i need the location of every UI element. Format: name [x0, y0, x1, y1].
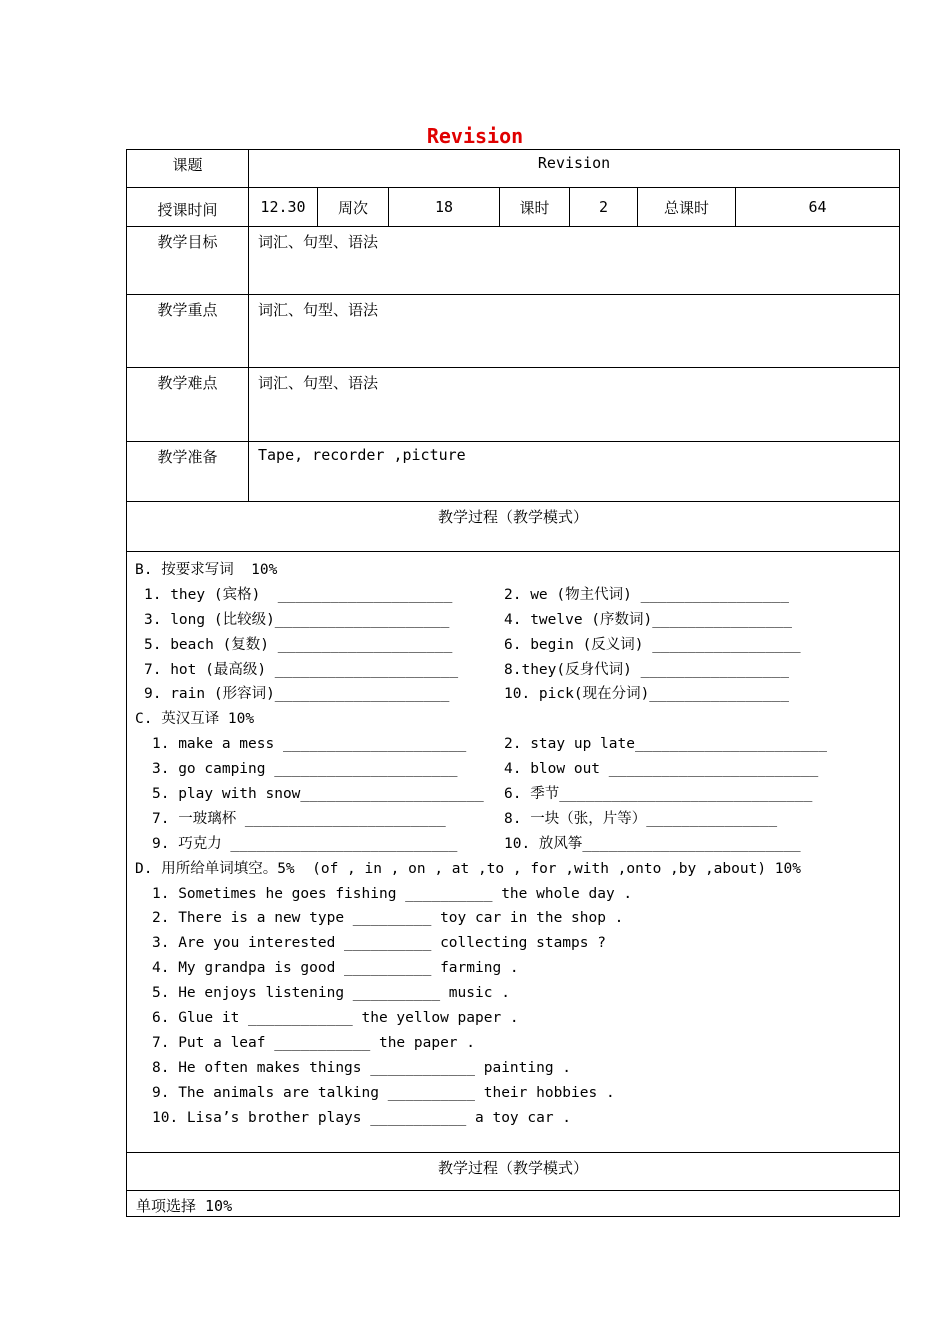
exercise-item: 3. go camping _____________________ — [152, 761, 458, 778]
exercise-item-row — [135, 682, 899, 707]
schedule-row — [127, 188, 900, 227]
exercise-item: 3. long (比较级)____________________ — [144, 611, 450, 628]
topic-row — [127, 150, 900, 188]
section-d-heading: D. 用所给单词填空。5% (of , in , on , at ,to , for ,with ,onto ,by ,about) 10% — [135, 860, 801, 877]
exercise-item: 2. stay up late______________________ — [504, 736, 828, 753]
exercise-item-row — [135, 782, 899, 807]
goal-row — [127, 227, 900, 295]
exercise-item: 6. begin (反义词) _________________ — [504, 636, 801, 653]
exercise-item: 8. 一块（张，片等）_______________ — [504, 810, 778, 827]
process-header-2: 教学过程（教学模式） — [127, 1153, 900, 1191]
process-header-row-2 — [127, 1153, 900, 1191]
exercise-item: 8.they(反身代词) _________________ — [504, 661, 789, 678]
period-label: 课时 — [500, 188, 570, 227]
total-label: 总课时 — [638, 188, 736, 227]
exercise-row — [127, 552, 900, 1153]
exercise-item: 9. The animals are talking __________ their hobbies . — [152, 1084, 615, 1101]
topic-label: 课题 — [127, 150, 249, 188]
exercise-item: 4. My grandpa is good __________ farming . — [152, 960, 519, 977]
focus-value: 词汇、句型、语法 — [249, 295, 900, 368]
exercise-item: 1. make a mess _____________________ — [152, 736, 467, 753]
difficulty-value: 词汇、句型、语法 — [249, 368, 900, 442]
exercise-item: 2. we (物主代词) _________________ — [504, 586, 789, 603]
exercise-item: 4. blow out ________________________ — [504, 761, 819, 778]
exercise-item: 5. play with snow_____________________ — [152, 786, 484, 803]
exercise-item: 2. There is a new type _________ toy car in the shop . — [152, 910, 624, 927]
exercise-item-row — [135, 608, 899, 633]
exercise-item: 9. rain (形容词)____________________ — [144, 686, 450, 703]
difficulty-label: 教学难点 — [127, 368, 249, 442]
process-header-row — [127, 502, 900, 552]
exercise-item: 9. 巧克力 __________________________ — [152, 835, 458, 852]
time-label: 授课时间 — [127, 188, 249, 227]
exercise-item: 10. 放风筝_________________________ — [504, 835, 801, 852]
prep-label: 教学准备 — [127, 442, 249, 502]
exercise-content — [127, 552, 900, 1153]
week-value: 18 — [389, 188, 500, 227]
exercise-item-row — [135, 832, 899, 857]
exercise-item-row — [135, 807, 899, 832]
exercise-item: 8. He often makes things ____________ painting . — [152, 1059, 572, 1076]
difficulty-row — [127, 368, 900, 442]
process-header: 教学过程（教学模式） — [127, 502, 900, 552]
time-value: 12.30 — [249, 188, 318, 227]
exercise-item: 5. He enjoys listening __________ music . — [152, 985, 510, 1002]
total-value: 64 — [736, 188, 900, 227]
exercise-item: 6. Glue it ____________ the yellow paper . — [152, 1010, 519, 1027]
exercise-item-row — [135, 583, 899, 608]
topic-value: Revision — [249, 150, 900, 188]
section-b-heading: B. 按要求写词 10% — [135, 562, 278, 578]
exercise-item: 4. twelve (序数词)________________ — [504, 611, 792, 628]
week-label: 周次 — [318, 188, 389, 227]
exercise-item: 3. Are you interested __________ collecting stamps ? — [152, 935, 606, 952]
exercise-item: 7. hot (最高级) _____________________ — [144, 661, 459, 678]
single-choice-heading: 单项选择 10% — [127, 1191, 900, 1217]
exercise-item: 1. Sometimes he goes fishing __________ the whole day . — [152, 885, 633, 902]
document-title: Revision — [426, 124, 524, 148]
prep-value: Tape, recorder ,picture — [249, 442, 900, 502]
focus-row — [127, 295, 900, 368]
goal-value: 词汇、句型、语法 — [249, 227, 900, 295]
exercise-item-row — [135, 732, 899, 757]
exercise-item-row — [135, 658, 899, 683]
section-d-list — [135, 882, 899, 1131]
prep-row — [127, 442, 900, 502]
goal-label: 教学目标 — [127, 227, 249, 295]
exercise-item: 6. 季节_____________________________ — [504, 786, 813, 803]
exercise-item: 7. 一玻璃杯 _______________________ — [152, 810, 446, 827]
section-c-list — [135, 732, 899, 856]
exercise-item-row — [135, 633, 899, 658]
exercise-item: 10. Lisa’s brother plays ___________ a toy car . — [152, 1109, 572, 1126]
exercise-item: 10. pick(现在分词)________________ — [504, 686, 789, 703]
lesson-plan-table — [126, 149, 900, 1217]
exercise-item: 1. they (宾格) ____________________ — [144, 586, 453, 603]
section-c-heading: C. 英汉互译 10% — [135, 711, 255, 728]
exercise-item: 5. beach (复数) ____________________ — [144, 636, 453, 653]
single-choice-row — [127, 1191, 900, 1217]
exercise-item-row — [135, 757, 899, 782]
exercise-item: 7. Put a leaf ___________ the paper . — [152, 1034, 476, 1051]
focus-label: 教学重点 — [127, 295, 249, 368]
period-value: 2 — [570, 188, 638, 227]
section-b-list — [135, 583, 899, 707]
